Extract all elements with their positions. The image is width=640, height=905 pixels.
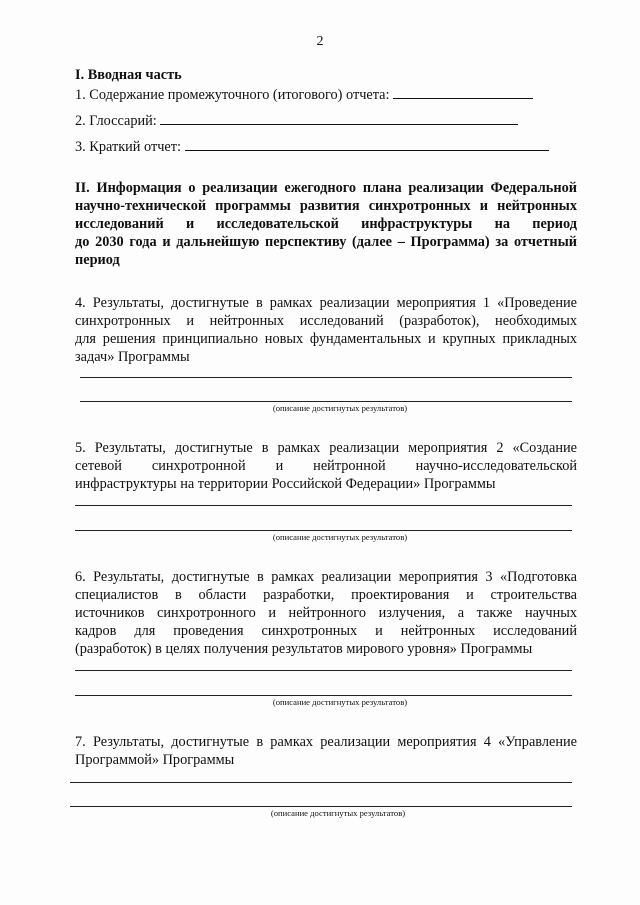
result-3-line: источников синхротронного и нейтронного излучения, а также научных bbox=[75, 605, 577, 621]
result-1-line: для решения принципиально новых фундаментальных и крупных прикладных bbox=[75, 331, 577, 347]
summary-fill-line[interactable] bbox=[185, 136, 549, 151]
result-2-caption: (описание достигнутых результатов) bbox=[272, 532, 408, 542]
result-4-answer-line[interactable] bbox=[70, 806, 572, 807]
section2-line: период bbox=[75, 252, 120, 268]
result-1-answer-line[interactable] bbox=[80, 401, 572, 402]
section2-line: исследований и исследовательской инфраструктуры на период bbox=[75, 216, 577, 232]
result-4-answer-line[interactable] bbox=[70, 782, 572, 783]
result-3-line: 6. Результаты, достигнутые в рамках реализации мероприятия 3 «Подготовка bbox=[75, 569, 577, 585]
contents-fill-line[interactable] bbox=[393, 84, 533, 99]
result-2-answer-line[interactable] bbox=[75, 505, 572, 506]
section2-line: II. Информация о реализации ежегодного плана реализации Федеральной bbox=[75, 180, 577, 196]
intro-item-contents-label: 1. Содержание промежуточного (итогового) отчета: bbox=[75, 87, 390, 103]
result-3-line: кадров для проведения синхротронных и нейтронных исследований bbox=[75, 623, 577, 639]
intro-item-summary bbox=[75, 136, 549, 156]
result-2-line: 5. Результаты, достигнутые в рамках реализации мероприятия 2 «Создание bbox=[75, 440, 577, 456]
result-3-answer-line[interactable] bbox=[75, 670, 572, 671]
intro-item-contents bbox=[75, 84, 533, 104]
intro-item-glossary bbox=[75, 110, 518, 130]
intro-heading: I. Вводная часть bbox=[75, 67, 182, 83]
result-2-answer-line[interactable] bbox=[75, 530, 572, 531]
section2-line: до 2030 года и дальнейшую перспективу (далее – Программа) за отчетный bbox=[75, 234, 577, 250]
result-3-answer-line[interactable] bbox=[75, 695, 572, 696]
result-1-answer-line[interactable] bbox=[80, 377, 572, 378]
result-1-line: 4. Результаты, достигнутые в рамках реализации мероприятия 1 «Проведение bbox=[75, 295, 577, 311]
result-3-caption: (описание достигнутых результатов) bbox=[272, 697, 408, 707]
page-number: 2 bbox=[316, 34, 324, 49]
glossary-fill-line[interactable] bbox=[160, 110, 518, 125]
intro-item-glossary-label: 2. Глоссарий: bbox=[75, 113, 157, 129]
result-1-line: задач» Программы bbox=[75, 349, 190, 365]
result-2-line: инфраструктуры на территории Российской Федерации» Программы bbox=[75, 476, 496, 492]
result-2-line: сетевой синхротронной и нейтронной научно-исследовательской bbox=[75, 458, 577, 474]
result-1-line: синхротронных и нейтронных исследований (разработок), необходимых bbox=[75, 313, 577, 329]
result-4-caption: (описание достигнутых результатов) bbox=[270, 808, 406, 818]
result-3-line: специалистов в области разработки, проектирования и строительства bbox=[75, 587, 577, 603]
result-4-line: Программой» Программы bbox=[75, 752, 235, 768]
result-1-caption: (описание достигнутых результатов) bbox=[272, 403, 408, 413]
section2-line: научно-технической программы развития синхротронных и нейтронных bbox=[75, 198, 577, 214]
result-4-line: 7. Результаты, достигнутые в рамках реализации мероприятия 4 «Управление bbox=[75, 734, 577, 750]
intro-item-summary-label: 3. Краткий отчет: bbox=[75, 139, 181, 155]
result-3-line: (разработок) в целях получения результатов мирового уровня» Программы bbox=[75, 641, 533, 657]
